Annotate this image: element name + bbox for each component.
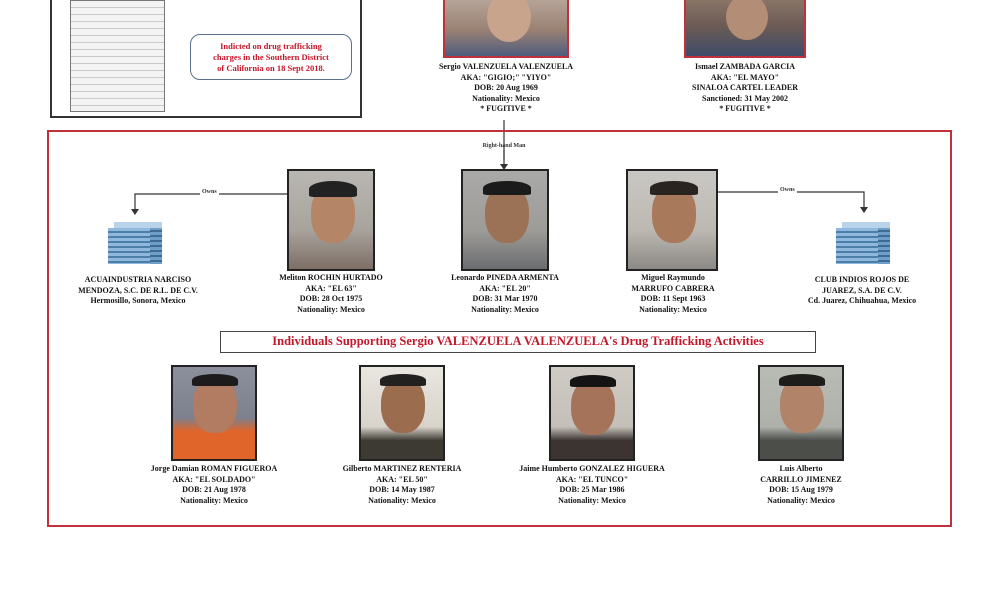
supporter-line: Nationality: Mexico bbox=[767, 495, 835, 505]
supporter-line: AKA: "EL SOLDADO" bbox=[172, 474, 256, 484]
associate-line: AKA: "EL 63" bbox=[305, 283, 357, 293]
company-left-line-3: Hermosillo, Sonora, Mexico bbox=[90, 296, 186, 305]
company-right-caption bbox=[782, 275, 942, 307]
supporter-line: Nationality: Mexico bbox=[180, 495, 248, 505]
associate-photo bbox=[626, 169, 718, 271]
supporters-banner: Individuals Supporting Sergio VALENZUELA VALENZUELA's Drug Trafficking Activities bbox=[220, 331, 816, 353]
supporter-line: Luis Alberto bbox=[779, 464, 823, 473]
supporter-line: DOB: 21 Aug 1978 bbox=[182, 485, 246, 494]
supporter-line: DOB: 25 Mar 1986 bbox=[559, 485, 625, 494]
associate-caption bbox=[430, 273, 580, 315]
supporter-line: AKA: "EL 50" bbox=[376, 474, 428, 484]
owns-left-label: Owns bbox=[202, 189, 217, 195]
associate-line: MARRUFO CABRERA bbox=[631, 283, 715, 293]
associate-caption bbox=[256, 273, 406, 315]
supporter-line: Nationality: Mexico bbox=[558, 495, 626, 505]
associate-caption bbox=[598, 273, 748, 315]
supporter-caption bbox=[502, 464, 682, 506]
supporter-photo bbox=[359, 365, 445, 461]
associate-line: Nationality: Mexico bbox=[639, 304, 707, 314]
leader-role: SINALOA CARTEL LEADER bbox=[692, 83, 798, 92]
leader-photo bbox=[684, 0, 806, 58]
principal-name: Sergio VALENZUELA VALENZUELA bbox=[438, 62, 574, 71]
building-icon bbox=[108, 220, 162, 268]
supporter-caption bbox=[725, 464, 877, 506]
building-icon bbox=[836, 220, 890, 268]
supporter-line: Jorge Damian ROMAN FIGUEROA bbox=[150, 464, 278, 473]
indictment-note-line-2: charges in the Southern District bbox=[213, 52, 329, 62]
company-left-line-2: MENDOZA, S.C. DE R.L. DE C.V. bbox=[78, 285, 198, 295]
supporter-line: DOB: 15 Aug 1979 bbox=[769, 485, 833, 494]
associate-line: Meliton ROCHIN HURTADO bbox=[279, 273, 383, 282]
associate-line: Nationality: Mexico bbox=[471, 304, 539, 314]
principal-photo bbox=[443, 0, 569, 58]
principal-nationality: Nationality: Mexico bbox=[472, 93, 540, 103]
indictment-note bbox=[190, 34, 352, 80]
principal-dob: DOB: 20 Aug 1969 bbox=[474, 83, 538, 92]
company-left-caption bbox=[58, 275, 218, 307]
associate-line: AKA: "EL 20" bbox=[479, 283, 531, 293]
associate-line: DOB: 28 Oct 1975 bbox=[299, 294, 363, 303]
indictment-document-image bbox=[70, 0, 165, 112]
associate-photo bbox=[461, 169, 549, 271]
supporter-line: Nationality: Mexico bbox=[368, 495, 436, 505]
principal-status: * FUGITIVE * bbox=[480, 104, 532, 113]
associate-line: Leonardo PINEDA ARMENTA bbox=[451, 273, 559, 282]
indictment-note-line-1: Indicted on drug trafficking bbox=[220, 41, 322, 51]
owns-right-label: Owns bbox=[780, 187, 795, 193]
company-right-line-1: CLUB INDIOS ROJOS DE bbox=[814, 275, 910, 284]
associate-line: DOB: 11 Sept 1963 bbox=[640, 294, 706, 303]
supporter-line: Gilberto MARTINEZ RENTERIA bbox=[342, 464, 462, 473]
right-hand-label: Right-hand Man bbox=[482, 143, 526, 149]
supporter-photo bbox=[758, 365, 844, 461]
supporter-line: AKA: "EL TUNCO" bbox=[555, 474, 629, 484]
supporter-line: DOB: 14 May 1987 bbox=[369, 485, 435, 494]
associate-line: Nationality: Mexico bbox=[297, 304, 365, 314]
principal-caption bbox=[404, 62, 608, 115]
supporter-line: CARRILLO JIMENEZ bbox=[760, 474, 842, 484]
leader-sanctioned: Sanctioned: 31 May 2002 bbox=[702, 93, 788, 103]
leader-aka: AKA: "EL MAYO" bbox=[710, 72, 780, 82]
company-left-line-1: ACUAINDUSTRIA NARCISO bbox=[84, 275, 192, 284]
company-right-line-2: JUAREZ, S.A. DE C.V. bbox=[822, 285, 902, 295]
leader-name: Ismael ZAMBADA GARCIA bbox=[695, 62, 795, 71]
supporter-photo bbox=[171, 365, 257, 461]
supporter-caption bbox=[128, 464, 300, 506]
associate-photo bbox=[287, 169, 375, 271]
supporter-line: Jaime Humberto GONZALEZ HIGUERA bbox=[519, 464, 665, 473]
supporter-caption bbox=[316, 464, 488, 506]
leader-caption bbox=[646, 62, 844, 115]
supporter-photo bbox=[549, 365, 635, 461]
indictment-note-line-3: of California on 18 Sept 2018. bbox=[217, 63, 325, 73]
company-right-line-3: Cd. Juarez, Chihuahua, Mexico bbox=[807, 296, 917, 305]
associate-line: Miguel Raymundo bbox=[641, 273, 705, 282]
principal-aka: AKA: "GIGIO;" "YIYO" bbox=[460, 72, 552, 82]
associate-line: DOB: 31 Mar 1970 bbox=[472, 294, 538, 303]
leader-status: * FUGITIVE * bbox=[719, 104, 771, 113]
